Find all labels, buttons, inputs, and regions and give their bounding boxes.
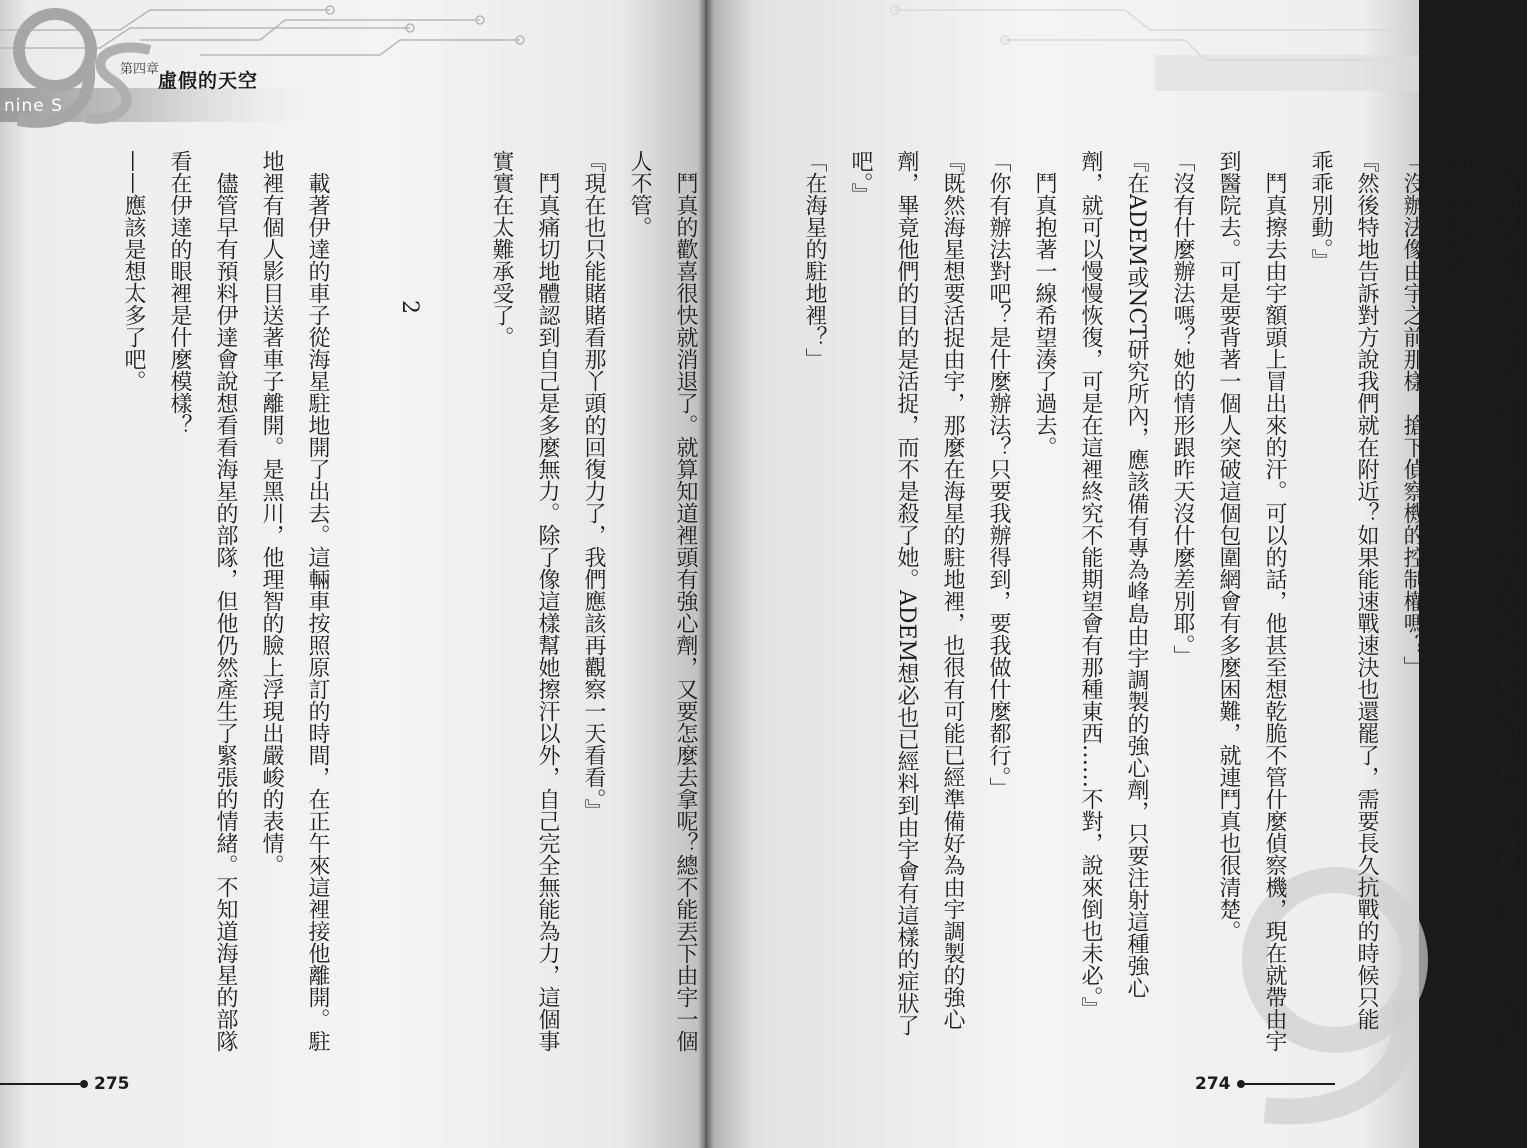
- text-column: 『在ADEM或NCT研究所內，應該備有專為峰島由宇調製的強心劑，只要注射這種強心: [1124, 150, 1149, 999]
- text-column: 吧。』: [848, 150, 873, 205]
- text-column: [432, 150, 478, 1052]
- folio-dot-icon: [1237, 1080, 1245, 1088]
- chapter-label: 第四章: [120, 62, 160, 77]
- book-gutter: [698, 0, 714, 1148]
- text-column: 鬥真抱著一線希望湊了過去。: [1032, 150, 1057, 458]
- right-page-folio: [1195, 1074, 1335, 1094]
- text-column: 『然後特地告訴對方說我們就在附近？如果能速戰速決也還罷了，需要長久抗戰的時候只能: [1354, 150, 1379, 1030]
- page-number: 275: [94, 1074, 130, 1094]
- text-column: 「你有辦法對吧？是什麼辦法？只要我辦得到，要我做什麼都行。」: [986, 150, 1011, 799]
- text-column: 鬥真痛切地體認到自己是多麼無力。除了像這樣幫她擦汗以外，自己完全無能為力，這個事: [535, 150, 560, 1052]
- text-column: [340, 150, 386, 1052]
- text-column: 劑，畢竟他們的目的是活捉，而不是殺了她。ADEM想必也已經料到由宇會有這樣的症狀了: [894, 150, 919, 1037]
- series-logo: nine S: [4, 96, 63, 116]
- text-column: 儘管早有預料伊達會說想看看海星的部隊，但他仍然產生了緊張的情緒。不知道海星的部隊: [213, 150, 238, 1052]
- text-column: 鬥真的歡喜很快就消退了。就算知道裡頭有強心劑，又要怎麼去拿呢？總不能丟下由宇一個: [673, 150, 698, 1052]
- right-page: [705, 0, 1517, 1148]
- text-column: 載著伊達的車子從海星駐地開了出去。這輛車按照原訂的時間，在正午來這裡接他離開。駐: [305, 150, 330, 1052]
- left-page-folio: [0, 1074, 130, 1094]
- left-page-text: [110, 150, 800, 1052]
- circuit-header-graphic: [0, 0, 705, 130]
- text-column: 人不管。: [627, 150, 652, 238]
- text-column: 「沒辦法像由宇之前那樣，搶下偵察機的控制權嗎？」: [1400, 150, 1425, 678]
- text-column: 「沒有什麼辦法嗎？她的情形跟昨天沒什麼差別耶。」: [1170, 150, 1195, 667]
- text-column: ——應該是想太多了吧。: [121, 150, 146, 392]
- chapter-title: 虛假的天空: [158, 70, 259, 92]
- folio-dot-icon: [80, 1080, 88, 1088]
- text-column: 射進來的光線。: [1446, 150, 1471, 304]
- text-column: 『既然海星想要活捉由宇，那麼在海星的駐地裡，也很有可能已經準備好為由宇調製的強心: [940, 150, 965, 1030]
- text-column: 劑，就可以慢慢恢復，可是在這裡終究不能期望會有那種東西……不對，說來倒也未必。』: [1078, 150, 1103, 1019]
- left-page: [0, 0, 705, 1148]
- text-column: 看在伊達的眼裡是什麼模樣？: [167, 150, 192, 436]
- right-page-text: [791, 150, 1527, 1052]
- text-column: 實實在太難承受了。: [489, 150, 514, 348]
- section-number: 2: [397, 300, 422, 314]
- text-column: 看到風間顯示在螢幕上的畫面，鬥真說出了這句無關緊要的感想，這時黑影正好遮住了窗外: [1492, 150, 1517, 1052]
- page-number: 274: [1195, 1074, 1231, 1094]
- text-column: 「在海星的駐地裡？」: [802, 150, 827, 370]
- text-column: 乖乖別動。』: [1308, 150, 1333, 271]
- text-column: 到醫院去。可是要背著一個人突破這個包圍網會有多麼困難，就連鬥真也很清楚。: [1216, 150, 1241, 942]
- text-column: 『現在也只能賭賭看那丫頭的回復力了，我們應該再觀察一天看看。』: [581, 150, 606, 821]
- text-column: 地裡有個人影目送著車子離開。是黑川，他理智的臉上浮現出嚴峻的表情。: [259, 150, 284, 876]
- text-column: 鬥真擦去由宇額頭上冒出來的汗。可以的話，他甚至想乾脆不管什麼偵察機，現在就帶由宇: [1262, 150, 1287, 1052]
